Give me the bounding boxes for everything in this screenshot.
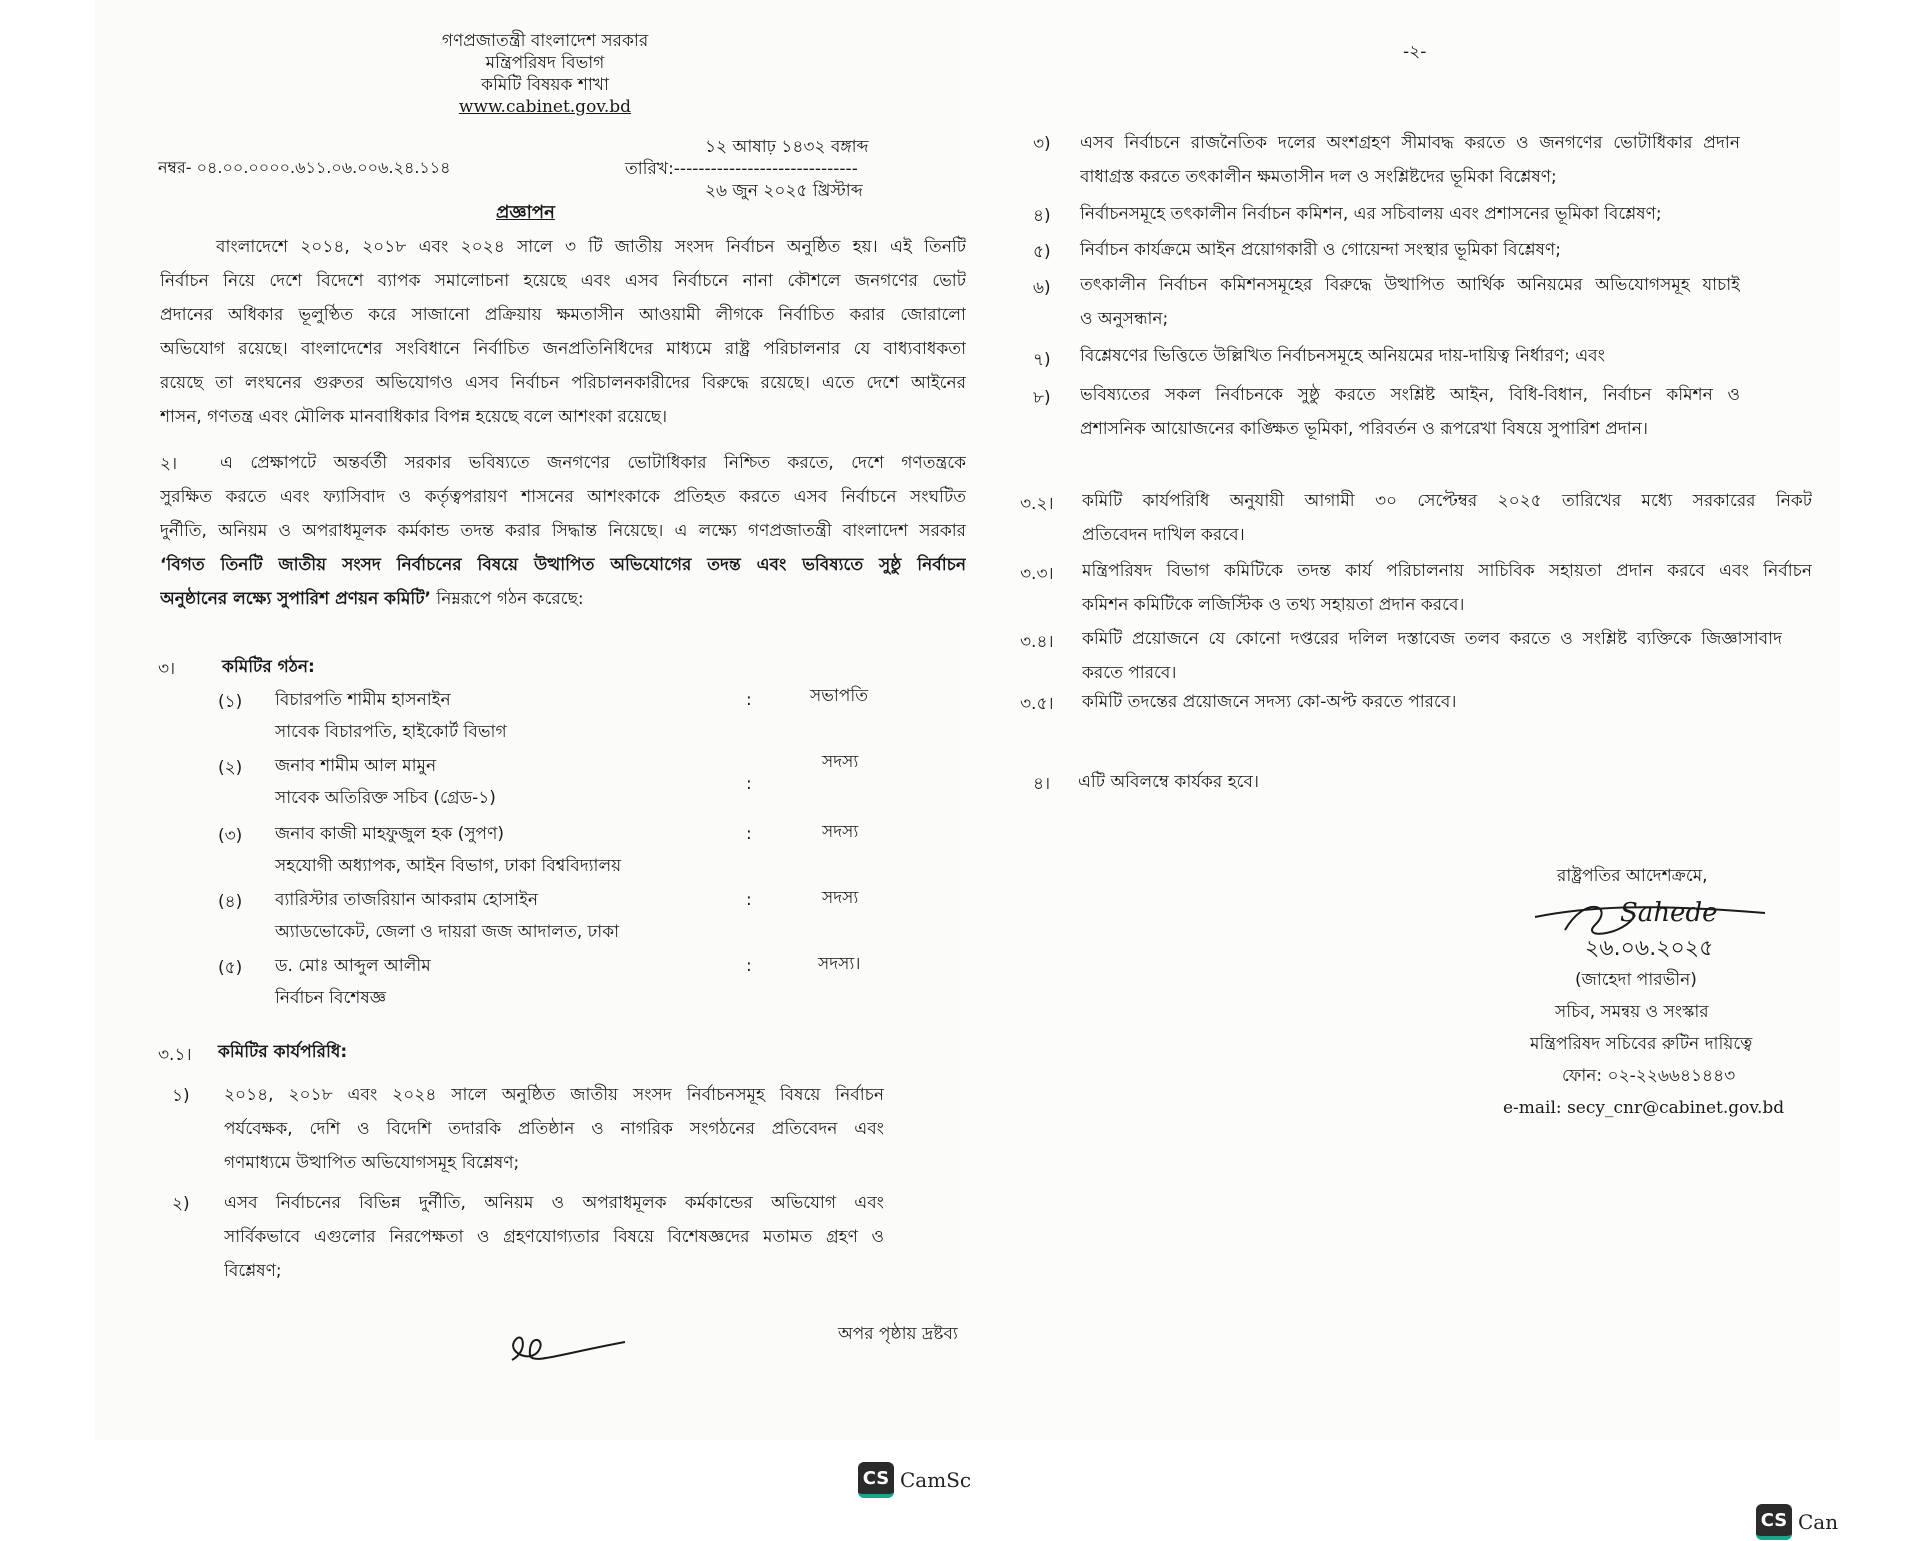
division-name: মন্ত্রিপরিষদ বিভাগ: [485, 53, 605, 73]
govt-name: গণপ্রজাতন্ত্রী বাংলাদেশ সরকার: [441, 31, 649, 51]
para2-line: সুরক্ষিত করতে এবং ফ্যাসিবাদ ও কর্তৃত্বপরায়ণ শাসনের আশংকাকে প্রতিহত করতে এসব নির্বাচনে সংঘটিত: [160, 487, 966, 507]
section4-number: ৪।: [1033, 774, 1051, 794]
camscanner-watermark: [1756, 1504, 1838, 1540]
member-desc: সাবেক বিচারপতি, হাইকোর্ট বিভাগ: [275, 722, 507, 742]
scope-line: বাধাগ্রস্ত করতে তৎকালীন ক্ষমতাসীন দল ও সংশ্লিষ্টদের ভূমিকা বিশ্লেষণ;: [1080, 167, 1557, 187]
signatory-phone: ফোন: ০২-২২৬৬৪১৪৪৩: [1562, 1066, 1736, 1086]
website-link[interactable]: www.cabinet.gov.bd: [458, 97, 632, 117]
member-role: সদস্য।: [818, 954, 861, 974]
scope-line: ২০১৪, ২০১৮ এবং ২০২৪ সালে অনুষ্ঠিত জাতীয় সংসদ নির্বাচনসমূহ বিষয়ে নির্বাচন: [224, 1085, 884, 1105]
section4-text: এটি অবিলম্বে কার্যকর হবে।: [1078, 772, 1259, 792]
signatory-designation: সচিব, সমন্বয় ও সংস্কার: [1555, 1002, 1709, 1022]
para2-number: ২।: [160, 454, 178, 474]
date-label: তারিখ:: [625, 159, 674, 179]
scope-item: [1080, 126, 1740, 194]
clause-line: কমিশন কমিটিকে লজিস্টিক ও তথ্য সহায়তা প্রদান করবে।: [1082, 595, 1465, 615]
initial-signature: [500, 1320, 630, 1370]
member-number: (৩): [218, 826, 243, 846]
camscanner-logo-icon: CS: [858, 1462, 894, 1498]
member-name: ড. মোঃ আব্দুল আলীম: [275, 956, 431, 976]
camscanner-watermark: [858, 1462, 971, 1498]
scope-item-number: ৮): [1033, 388, 1051, 408]
para1-line: রয়েছে তা লংঘনের গুরুতর অভিযোগও এসব নির্বাচন পরিচালনকারীদের বিরুদ্ধে রয়েছে। এতে দেশে আইনের: [160, 373, 966, 393]
scope-line: পর্যবেক্ষক, দেশি ও বিদেশি তদারকি প্রতিষ্ঠান ও নাগরিক সংগঠনের প্রতিবেদন এবং: [224, 1119, 884, 1139]
scope-item-number: ৫): [1033, 242, 1051, 262]
clause-line: কমিটি প্রয়োজনে যে কোনো দপ্তরের দলিল দস্তাবেজ তলব করতে ও সংশ্লিষ্ট ব্যক্তিকে জিজ্ঞাসাবাদ: [1082, 629, 1782, 649]
section3-number: ৩।: [158, 659, 176, 679]
member-name: জনাব শামীম আল মামুন: [275, 756, 437, 776]
member-name: বিচারপতি শামীম হাসনাইন: [275, 690, 451, 710]
clause-line: কমিটি কার্যপরিধি অনুযায়ী আগামী ৩০ সেপ্টেম্বর ২০২৫ তারিখের মধ্যে সরকারের নিকট: [1082, 491, 1812, 511]
section3-heading: কমিটির গঠন:: [222, 657, 315, 677]
member-desc: সহযোগী অধ্যাপক, আইন বিভাগ, ঢাকা বিশ্ববিদ্যালয়: [275, 856, 622, 876]
para1-line: অভিযোগ রয়েছে। বাংলাদেশের সংবিধানে নির্বাচিত জনপ্রতিনিধিদের মাধ্যমে রাষ্ট্র পরিচালনার যে বাধ্যবাধকতা: [160, 339, 966, 359]
date-dashes: ------------------------------: [673, 159, 858, 179]
signature-text: Sahede: [1620, 898, 1718, 928]
signatory-designation: মন্ত্রিপরিষদ সচিবের রুটিন দায়িত্বে: [1530, 1034, 1753, 1054]
camscanner-logo-icon: CS: [1756, 1504, 1792, 1540]
member-colon: :: [746, 890, 752, 910]
para1-line: প্রদানের অধিকার ভূলুণ্ঠিত করে সাজানো প্রক্রিয়ায় ক্ষমতাসীন আওয়ামী লীগকে নির্বাচিত করার জোরালো: [160, 305, 966, 325]
document-title: প্রজ্ঞাপন: [496, 202, 555, 223]
member-colon: :: [746, 824, 752, 844]
para1-line: বাংলাদেশে ২০১৪, ২০১৮ এবং ২০২৪ সালে ৩ টি জাতীয় সংসদ নির্বাচন অনুষ্ঠিত হয়। এই তিনটি: [216, 237, 966, 257]
scope-item-number: ৭): [1033, 350, 1051, 370]
para2-line: এ প্রেক্ষাপটে অন্তর্বর্তী সরকার ভবিষ্যতে জনগণের ভোটাধিকার নিশ্চিত করতে, দেশে গণতন্ত্রকে: [220, 453, 966, 473]
clause-number: ৩.৩।: [1020, 564, 1054, 584]
scope-line: এসব নির্বাচনের বিভিন্ন দুর্নীতি, অনিয়ম ও অপরাধমূলক কর্মকান্ডের অভিযোগ এবং: [224, 1193, 884, 1213]
scope-item-number: ৩): [1033, 134, 1051, 154]
clause-line: মন্ত্রিপরিষদ বিভাগ কমিটিকে তদন্ত কার্য পরিচালনায় সাচিবিক সহায়তা প্রদান করবে এবং নির্বাচন: [1082, 561, 1812, 581]
section31-number: ৩.১।: [158, 1045, 192, 1065]
scope-line: সার্বিকভাবে এগুলোর নিরপেক্ষতা ও গ্রহণযোগ্যতার বিষয়ে বিশেষজ্ঞদের মতামত গ্রহণ ও: [224, 1227, 884, 1247]
continued-note: অপর পৃষ্ঠায় দ্রষ্টব্য: [838, 1324, 958, 1344]
scope-item: [1080, 268, 1740, 336]
member-desc: সাবেক অতিরিক্ত সচিব (গ্রেড-১): [275, 788, 496, 808]
scope-line: গণমাধ্যমে উত্থাপিত অভিযোগসমূহ বিশ্লেষণ;: [224, 1153, 520, 1173]
signatory-email[interactable]: e-mail: secy_cnr@cabinet.gov.bd: [1503, 1098, 1785, 1118]
clause: [1082, 622, 1782, 690]
date-block: [625, 136, 915, 202]
letterhead: [390, 30, 700, 118]
memo-number: নম্বর- ০৪.০০.০০০০.৬১১.০৬.০০৬.২৪.১১৪: [158, 158, 451, 177]
scope-line: তৎকালীন নির্বাচন কমিশনসমূহের বিরুদ্ধে উত্থাপিত আর্থিক অনিয়মের অভিযোগসমূহ যাচাই: [1080, 275, 1740, 295]
member-number: (১): [218, 692, 243, 712]
clause-line: প্রতিবেদন দাখিল করবে।: [1082, 525, 1245, 545]
scope-line: ও অনুসন্ধান;: [1080, 309, 1169, 329]
camscanner-text: CamSc: [900, 1468, 972, 1492]
clause-number: ৩.৪।: [1020, 632, 1054, 652]
member-number: (২): [218, 758, 243, 778]
scope-line: এসব নির্বাচনে রাজনৈতিক দলের অংশগ্রহণ সীমাবদ্ধ করতে ও জনগণের ভোটাধিকার প্রদান: [1080, 133, 1740, 153]
member-role: সভাপতি: [810, 686, 868, 706]
member-name: ব্যারিস্টার তাজরিয়ান আকরাম হোসাইন: [275, 890, 539, 910]
para2-tail: নিম্নরূপে গঠন করেছে:: [430, 589, 584, 609]
section31-heading: কমিটির কার্যপরিধি:: [218, 1042, 348, 1062]
clause-number: ৩.২।: [1020, 494, 1054, 514]
para1-line: শাসন, গণতন্ত্র এবং মৌলিক মানবাধিকার বিপন্ন হয়েছে বলে আশংকা রয়েছে।: [160, 407, 668, 427]
member-colon: :: [746, 774, 752, 794]
scope-line: ভবিষ্যতের সকল নির্বাচনকে সুষ্ঠু করতে সংশ্লিষ্ট আইন, বিধি-বিধান, নির্বাচন কমিশন ও: [1080, 385, 1740, 405]
scope-line: বিশ্লেষণের ভিত্তিতে উল্লিখিত নির্বাচনসমূহে অনিয়মের দায়-দায়িত্ব নির্ধারণ; এবং: [1080, 346, 1605, 366]
scope-line: বিশ্লেষণ;: [224, 1261, 282, 1281]
paragraph-2: [160, 446, 966, 616]
signatory-name: (জাহেদা পারভীন): [1575, 970, 1697, 990]
signature: [1525, 885, 1770, 970]
member-colon: :: [746, 690, 752, 710]
branch-name: কমিটি বিষয়ক শাখা: [481, 75, 609, 95]
signature-date: ২৬.০৬.২০২৫: [1585, 936, 1714, 961]
date-english: ২৬ জুন ২০২৫ খ্রিস্টাব্দ: [705, 181, 863, 201]
scope-line: নির্বাচনসমূহে তৎকালীন নির্বাচন কমিশন, এর সচিবালয় এবং প্রশাসনের ভূমিকা বিশ্লেষণ;: [1080, 204, 1662, 224]
scope-item: [224, 1078, 884, 1180]
scope-item-number: ২): [172, 1194, 190, 1214]
clause: [1082, 554, 1812, 622]
date-bangla: ১২ আষাঢ় ১৪৩২ বঙ্গাব্দ: [705, 137, 869, 157]
camscanner-text: Can: [1798, 1510, 1839, 1534]
member-number: (৪): [218, 892, 243, 912]
scope-item-number: ১): [172, 1086, 190, 1106]
member-number: (৫): [218, 958, 243, 978]
clause-line: কমিটি তদন্তের প্রয়োজনে সদস্য কো-অপ্ট করতে পারবে।: [1082, 692, 1457, 712]
scope-item-number: ৪): [1033, 206, 1051, 226]
scope-item: [1080, 378, 1740, 446]
clause: [1082, 484, 1812, 552]
committee-name-line2: অনুষ্ঠানের লক্ষ্যে সুপারিশ প্রণয়ন কমিটি’: [160, 589, 431, 609]
member-name: জনাব কাজী মাহফুজুল হক (সুপণ): [275, 824, 504, 844]
paragraph-1: [160, 230, 966, 434]
para1-line: নির্বাচন নিয়ে দেশে বিদেশে ব্যাপক সমালোচনা হয়েছে এবং এসব নির্বাচনে নানা কৌশলে জনগণের ভোট: [160, 271, 966, 291]
scope-line: প্রশাসনিক আয়োজনের কাঙ্ক্ষিত ভূমিকা, পরিবর্তন ও রূপরেখা বিষয়ে সুপারিশ প্রদান।: [1080, 419, 1648, 439]
member-desc: অ্যাডভোকেট, জেলা ও দায়রা জজ আদালত, ঢাকা: [275, 922, 620, 942]
scope-line: নির্বাচন কার্যক্রমে আইন প্রয়োগকারী ও গোয়েন্দা সংস্থার ভূমিকা বিশ্লেষণ;: [1080, 240, 1561, 260]
member-desc: নির্বাচন বিশেষজ্ঞ: [275, 988, 386, 1008]
page-number: -২-: [1403, 42, 1427, 62]
clause-number: ৩.৫।: [1020, 694, 1054, 714]
member-role: সদস্য: [822, 888, 859, 908]
member-role: সদস্য: [822, 822, 859, 842]
committee-name-line1: ‘বিগত তিনটি জাতীয় সংসদ নির্বাচনের বিষয়ে উত্থাপিত অভিযোগের তদন্ত এবং ভবিষ্যতে সুষ্ঠু নির্বাচন: [160, 555, 966, 575]
para2-line: দুর্নীতি, অনিয়ম ও অপরাধমূলক কর্মকান্ড তদন্ত করার সিদ্ধান্ত নিয়েছে। এ লক্ষ্যে গণপ্রজাতন্ত্রী বাংলাদেশ সরকার: [160, 521, 966, 541]
clause-line: করতে পারবে।: [1082, 663, 1177, 683]
member-colon: :: [746, 956, 752, 976]
signature-order: রাষ্ট্রপতির আদেশক্রমে,: [1557, 866, 1708, 886]
member-role: সদস্য: [822, 752, 859, 772]
scope-item-number: ৬): [1033, 278, 1051, 298]
scope-item: [224, 1186, 884, 1288]
